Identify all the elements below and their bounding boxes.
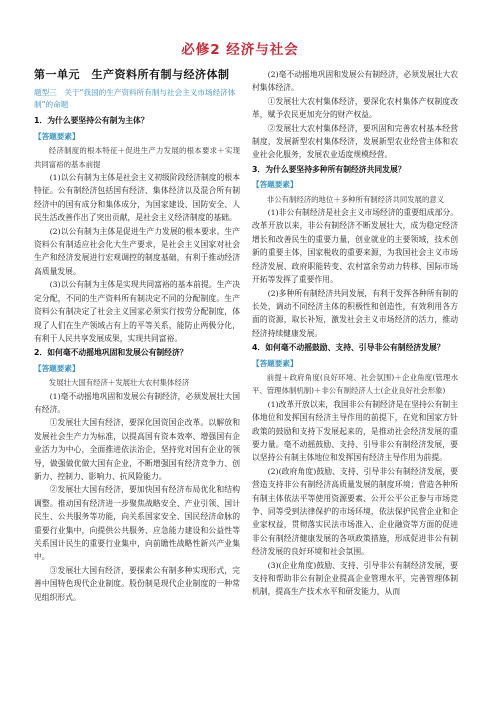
- paragraph: ②发展壮大国有经济，要加快国有经济布局优化和结构调整。推动国有经济进一步聚焦战略安全、产业引领、国计民生、公共服务等功能，向关系国家安全、国民经济命脉的重要行业集中，向提供公共服务、应急能力建设和公益性等关系国计民生的重要行业集中，向前瞻性战略性新兴产业集中。: [34, 485, 240, 562]
- question-3: 3．为什么要坚持多种所有制经济共同发展？: [252, 164, 406, 174]
- paragraph: (2)毫不动摇地巩固和发展公有制经济，必须发展壮大农村集体经济。: [252, 70, 458, 93]
- answer-tag-1: 【 答题要素 】: [34, 130, 80, 143]
- paragraph: ②发展壮大农村集体经济，要巩固和完善农村基本经营制度，发展新型农村集体经济，发展新型农业经营主体和农业社会化服务，发展农业适度规模经营。: [252, 123, 458, 160]
- paragraph: (1)毫不动摇地巩固和发展公有制经济，必须发展壮大国有经济。: [34, 391, 240, 414]
- paragraph: (2)多种所有制经济共同发展，有利于发挥各种所有制的长处，调动不同经济主体的积极性和创造性，有效利用各方面的资源，取长补短，激发社会主义市场经济的活力，推动经济持续健康发展。: [252, 288, 458, 338]
- paragraph: (2)以公有制为主体是促进生产力发展的根本要求。生产资料公有制适应社会化大生产要求，是社会主义国家对社会生产和经济发展进行宏观调控的制度基础，有利于推动经济高质量发展。: [34, 226, 240, 276]
- answer-frame-4: 前提＋政府角度(良好环境、社会氛围)＋企业角度(管理水平、管理体制机制)＋非公有制经济人士(企业良好社会形象): [252, 372, 458, 396]
- page-header: 必修2 经济与社会: [181, 42, 299, 58]
- paragraph: (1)非公有制经济是社会主义市场经济的重要组成部分。改革开放以来，非公有制经济不断发展壮大，成为稳定经济增长和改善民生的重要力量，创业就业的主要领域，技术创新的重要主体，国家税收的重要来源，为我国社会主义市场经济发展、政府职能转变、农村富余劳动力转移、国际市场开拓等发挥了重要作用。: [252, 208, 458, 285]
- answer-tag-3: 【 答题要素 】: [252, 178, 298, 191]
- paragraph: ①发展壮大国有经济，要深化国资国企改革。以解放和发展社会生产力为标准，以提高国有资本效率、增强国有企业活力为中心，全面推进依法治企，坚持党对国有企业的领导，做强做优做大国有企业，不断增强国有经济竞争力、创新力、控制力、影响力、抗风险能力。: [34, 418, 240, 481]
- paragraph: (1)以公有制为主体是社会主义初级阶段经济制度的根本特征。公有制经济包括国有经济、集体经济以及混合所有制经济中的国有成分和集体成分，为国家建设、国防安全、人民生活改善作出了突出贡献，是社会主义经济制度的基础。: [34, 173, 240, 223]
- answer-tag-4: 【 答题要素 】: [252, 357, 298, 370]
- topic-heading: 题型三 关于“我国的生产资料所有制与社会主义市场经济体制”的命题: [34, 88, 236, 110]
- paragraph: (1)改革开放以来，我国非公有制经济是在坚持公有制主体地位和发挥国有经济主导作用的前提下，在党和国家方针政策的鼓励和支持下发展起来的，是推动社会经济发展的重要力量。毫不动摇鼓励、支持、引导非公有制经济发展，要以坚持公有制主体地位和发挥国有经济主导作用为前提。: [252, 399, 458, 463]
- answer-tag-2: 【 答题要素 】: [34, 362, 80, 375]
- paragraph: ①发展壮大农村集体经济，要深化农村集体产权制度改革，赋予农民更加充分的财产权益。: [252, 96, 458, 120]
- left-column: [34, 68, 240, 604]
- question-4: 4．如何毫不动摇鼓励、支持、引导非公有制经济发展？: [252, 343, 445, 353]
- question-1: 1．为什么要坚持公有制为主体？: [34, 116, 149, 126]
- paragraph: ③发展壮大国有经济，要探索公有制多种实现形式，完善中国特色现代企业制度。股份制是现代企业制度的一种常见组织形式。: [34, 565, 240, 602]
- paragraph: (3)以公有制为主体是实现共同富裕的基本前提。生产决定分配，不同的生产资料所有制决定不同的分配制度。生产资料公有制决定了社会主义国家必须实行按劳分配制度，体现了人们在生产领域占有上的平等关系，能防止两极分化，有利于人民共享发展成果，实现共同富裕。: [34, 280, 240, 343]
- answer-frame-3: 非公有制经济的地位＋多种所有制经济共同发展的意义: [266, 194, 445, 204]
- unit-title: 第一单元 生产资料所有制与经济体制: [34, 68, 230, 81]
- answer-frame-1: 经济制度的根本特征＋促进生产力发展的根本要求＋实现共同富裕的基本前提: [34, 146, 240, 169]
- answer-frame-2: 发展壮大国有经济＋发展壮大农村集体经济: [48, 378, 190, 388]
- paragraph: (3)(企业角度)鼓励、支持、引导非公有制经济发展，要支持和帮助非公有制企业提高企业管理水平，完善管理体制机制，提高生产技术水平和研发能力，从而: [252, 560, 458, 597]
- paragraph: (2)(政府角度)鼓励、支持、引导非公有制经济发展，要营造支持非公有制经济高质量发展的制度环境；营造各种所有制主体依法平等使用资源要素、公开公平公正参与市场竞争、同等受到法律保护的市场环境，依法保护民营企业和企业家权益，贯彻落实民法市场准入、企业融资等方面的促进非公有制经济健康发展的各项政策措施，形成促进非公有制经济发展的良好环境和社会氛围。: [252, 466, 458, 557]
- right-column: [252, 68, 458, 599]
- question-2: 2．如何毫不动摇地巩固和发展公有制经济？: [34, 348, 188, 358]
